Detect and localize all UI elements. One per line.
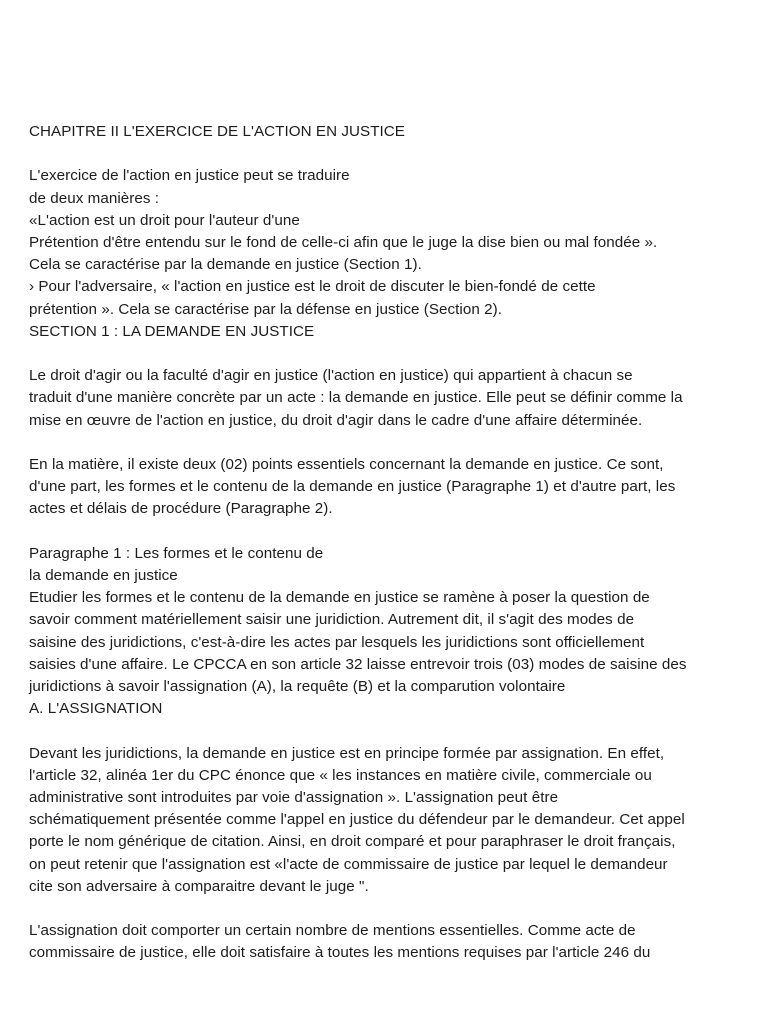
text-line: cite son adversaire à comparaitre devant le juge ". [29,877,369,895]
blank-line [29,898,741,920]
subsection-heading: A. L'ASSIGNATION [29,700,163,718]
blank-line [29,720,741,742]
text-line: schématiquement présentée comme l'appel en justice du défendeur par le demandeur. Cet appel [29,811,685,829]
text-line: Prétention d'être entendu sur le fond de celle-ci afin que le juge la dise bien ou mal fondée ». [29,234,658,251]
text-line: on peut retenir que l'assignation est «l'acte de commissaire de justice par lequel le demandeur [29,855,668,873]
text-line: porte le nom générique de citation. Ainsi, en droit comparé et pour paraphraser le droit français, [29,833,676,851]
text-line: administrative sont introduites par voie d'assignation ». L'assignation peut être [29,789,559,807]
text-line: Cela se caractérise par la demande en justice (Section 1). [29,256,422,274]
paragraph-heading: Paragraphe 1 : Les formes et le contenu de [29,544,324,562]
text-line: d'une part, les formes et le contenu de la demande en justice (Paragraphe 1) et d'autre part, les [29,478,676,496]
text-line: prétention ». Cela se caractérise par la défense en justice (Section 2). [29,300,502,318]
text-line: saisies d'une affaire. Le CPCCA en son article 32 laisse entrevoir trois (03) modes de saisine des [29,655,687,673]
text-line: › Pour l'adversaire, « l'action en justice est le droit de discuter le bien-fondé de cette [29,278,596,296]
blank-line [29,432,741,454]
text-line: commissaire de justice, elle doit satisfaire à toutes les mentions requises par l'article 246 du [29,944,651,962]
text-line: Devant les juridictions, la demande en justice est en principe formée par assignation. En effet, [29,744,665,762]
text-line: traduit d'une manière concrète par un acte : la demande en justice. Elle peut se définir comme la [29,389,683,407]
document-body [29,121,741,965]
text-line: actes et délais de procédure (Paragraphe 2). [29,500,333,518]
text-line: En la matière, il existe deux (02) points essentiels concernant la demande en justice. Ce sont, [29,456,664,473]
text-line: L'exercice de l'action en justice peut se traduire [29,167,350,185]
text-line: saisine des juridictions, c'est-à-dire les actes par lesquels les juridictions sont officiellement [29,633,645,651]
blank-line [29,343,741,365]
text-line: juridictions à savoir l'assignation (A), la requête (B) et la comparution volontaire [29,678,566,696]
text-line: de deux manières : [29,189,160,207]
blank-line [29,143,741,165]
paragraph-heading: la demande en justice [29,567,178,584]
text-line: l'article 32, alinéa 1er du CPC énonce que « les instances en matière civile, commerciale ou [29,766,652,784]
section-heading: SECTION 1 : LA DEMANDE EN JUSTICE [29,322,315,340]
text-line: L'assignation doit comporter un certain nombre de mentions essentielles. Comme acte de [29,922,636,940]
text-line: savoir comment matériellement saisir une juridiction. Autrement dit, il s'agit des modes de [29,611,635,629]
text-line: Etudier les formes et le contenu de la demande en justice se ramène à poser la question de [29,589,650,607]
chapter-title: CHAPITRE II L'EXERCICE DE L'ACTION EN JUSTICE [29,123,405,140]
text-line: Le droit d'agir ou la faculté d'agir en justice (l'action en justice) qui appartient à chacun se [29,367,633,385]
text-line: mise en œuvre de l'action en justice, du droit d'agir dans le cadre d'une affaire déterminée. [29,411,643,429]
blank-line [29,521,741,543]
text-line: «L'action est un droit pour l'auteur d'une [29,211,300,229]
